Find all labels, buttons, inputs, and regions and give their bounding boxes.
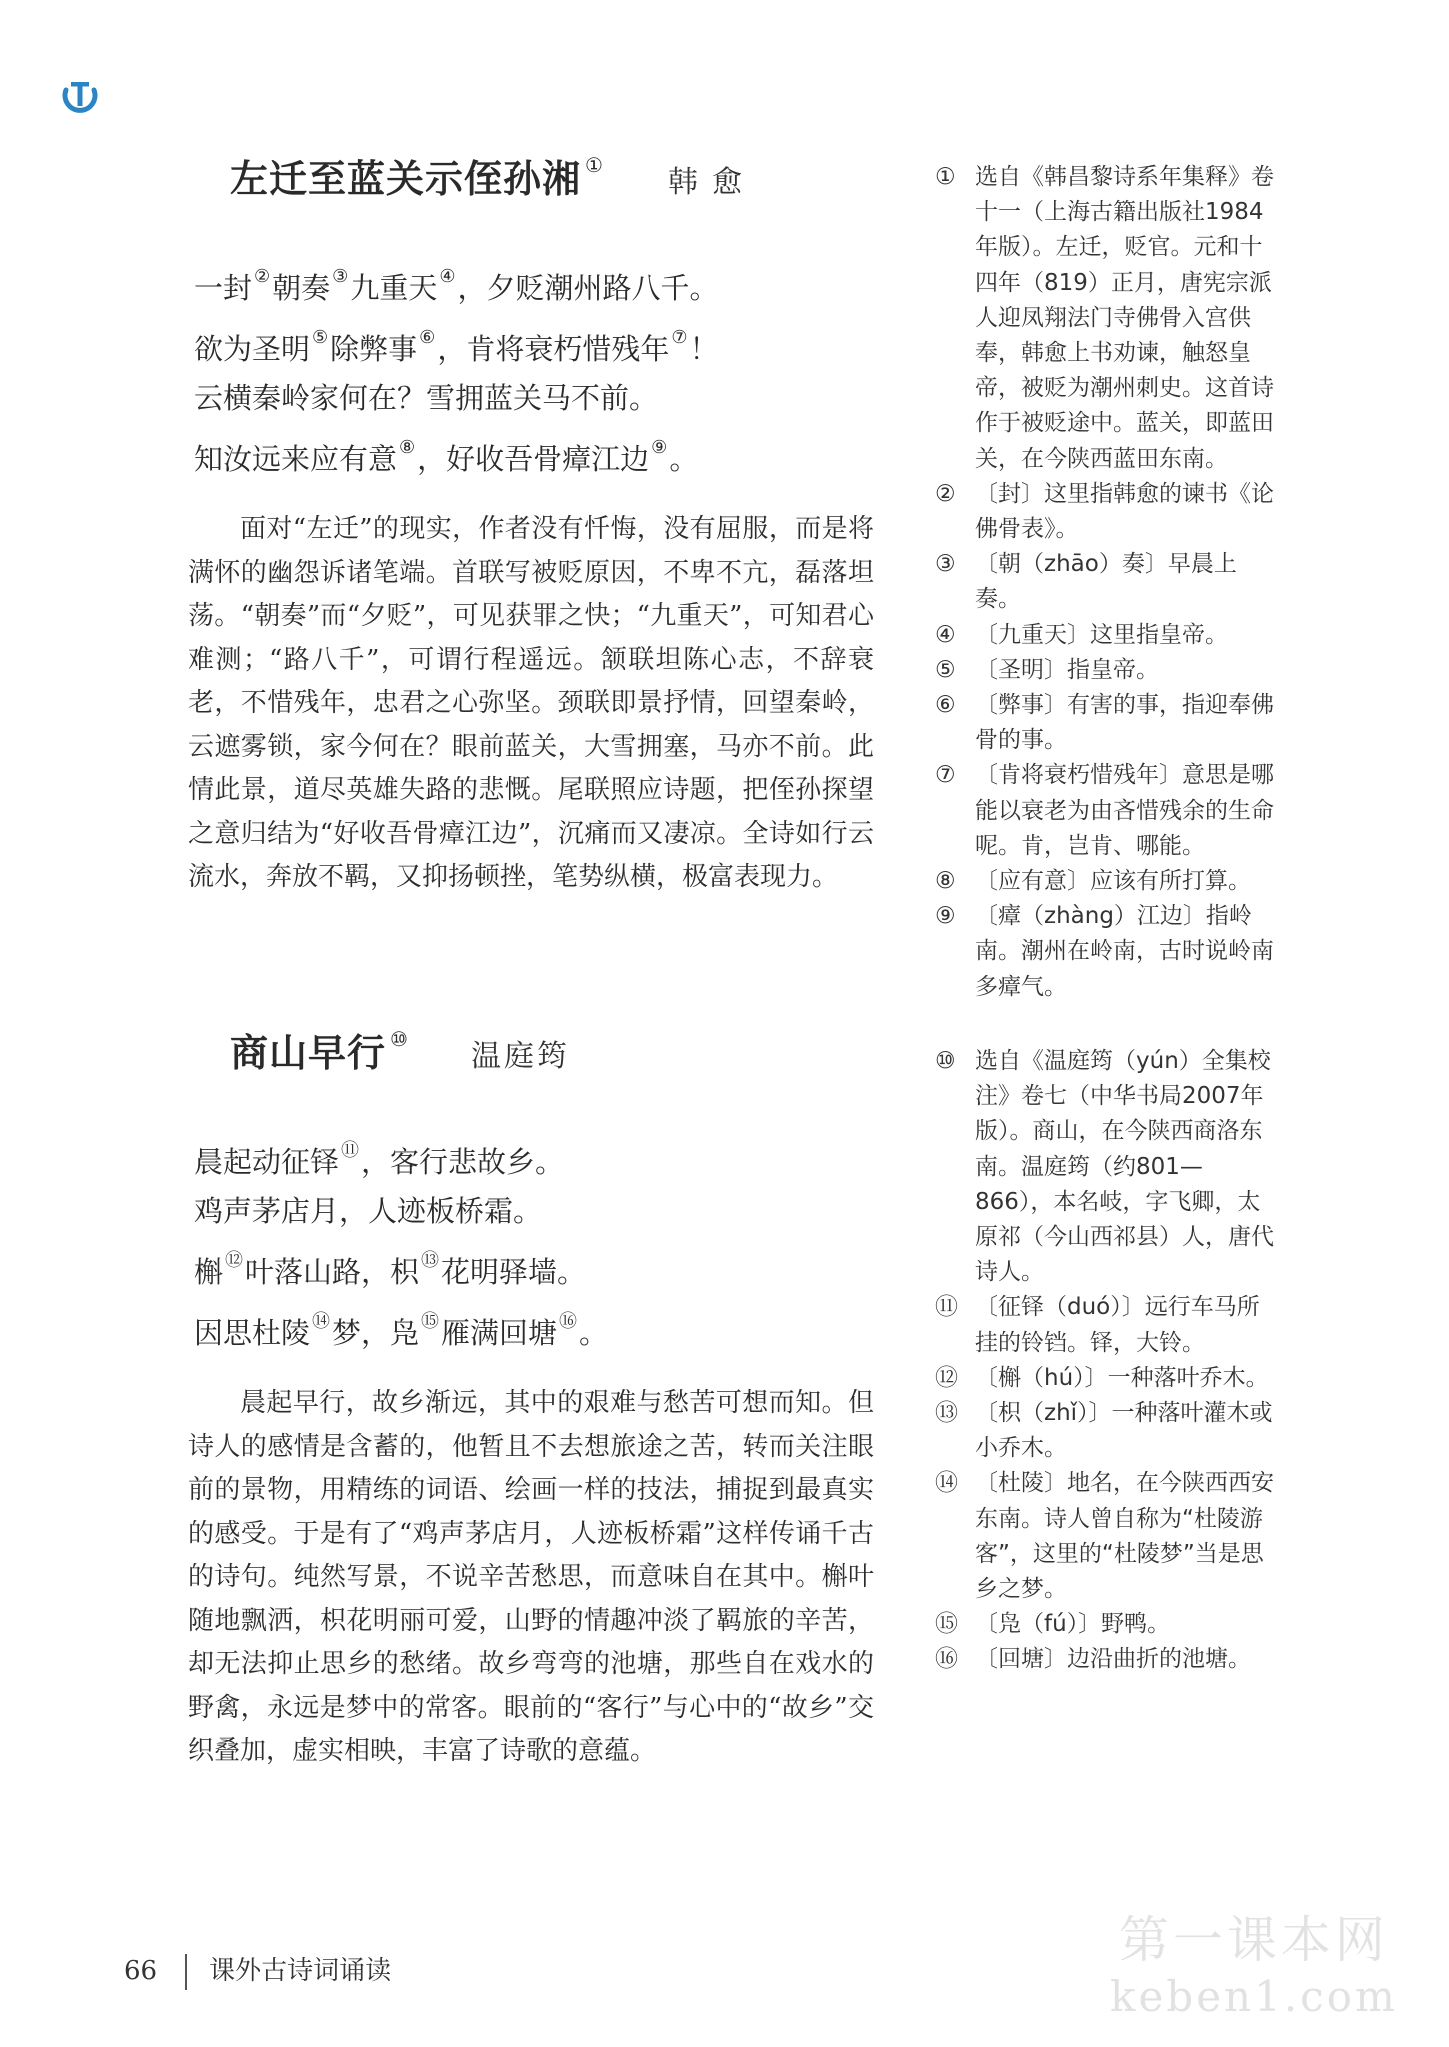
footnote-number: ⑨ xyxy=(935,903,956,930)
poem-text: 九重天 xyxy=(350,271,438,305)
poem-text: ，好收吾骨瘴江边 xyxy=(417,442,650,476)
footnote-marker: ② xyxy=(254,266,271,287)
footnote-number: ⑮ xyxy=(935,1611,958,1638)
footnote-text: 〔弊事〕有害的事，指迎奉佛骨的事。 xyxy=(975,692,1274,754)
poem-text: 梦，凫 xyxy=(332,1316,420,1350)
footnote xyxy=(935,1642,1275,1677)
footnote-text: 〔枳（zhǐ）〕一种落叶灌木或小乔木。 xyxy=(975,1400,1273,1462)
footnote-marker: ⑫ xyxy=(225,1250,244,1271)
poem-line xyxy=(194,252,718,313)
footnote-marker: ⑥ xyxy=(419,327,436,348)
poem2-lines xyxy=(194,1126,608,1358)
footnote-number: ① xyxy=(935,164,956,190)
poem-line xyxy=(194,1187,608,1236)
poem1-title-note: ① xyxy=(585,153,603,177)
footnote-number: ⑭ xyxy=(935,1470,958,1497)
poem2-commentary-text: 晨起早行，故乡渐远，其中的艰难与愁苦可想而知。但诗人的感情是含蓄的，他暂且不去想旅途之苦，转而关注眼前的景物，用精练的词语、绘画一样的技法，捕捉到最真实的感受。于是有了“鸡声茅店月，人迹板桥霜”这样传诵千古的诗句。纯然写景，不说辛苦愁思，而意味自在其中。槲叶随地飘洒，枳花明丽可爱，山野的情趣冲淡了羁旅的辛苦，却无法抑止思乡的愁绪。故乡弯弯的池塘，那些自在戏水的野禽，永远是梦中的常客。眼前的“客行”与心中的“故乡”交织叠加，虚实相映，丰富了诗歌的意蕴。 xyxy=(188,1388,874,1766)
poem-text: ，肯将衰朽惜残年 xyxy=(437,332,670,366)
poem2-title: 商山早行 xyxy=(230,1030,387,1075)
footnote-number: ② xyxy=(935,480,956,507)
footnote xyxy=(935,653,1275,688)
poem-line xyxy=(194,423,718,484)
footnote xyxy=(935,160,1275,477)
footnote-text: 〔凫（fú）〕野鸭。 xyxy=(975,1611,1171,1638)
footnote xyxy=(935,1607,1275,1642)
poem-text: 雁满回塘 xyxy=(441,1316,558,1350)
footnote-text: 〔槲（hú）〕一种落叶乔木。 xyxy=(975,1364,1269,1391)
footnote xyxy=(935,1466,1275,1607)
footnote-marker: ③ xyxy=(332,266,349,287)
footnote-text: 〔朝（zhāo）奏〕早晨上奏。 xyxy=(975,551,1237,613)
poem-text: 知汝远来应有意 xyxy=(194,442,398,476)
poem1-commentary-text: 面对“左迁”的现实，作者没有忏悔，没有屈服，而是将满怀的幽怨诉诸笔端。首联写被贬原因，不卑不亢，磊落坦荡。“朝奏”而“夕贬”，可见获罪之快；“九重天”，可知君心难测；“路八千”，可谓行程遥远。颔联坦陈心志，不辞衰老，不惜残年，忠君之心弥坚。颈联即景抒情，回望秦岭，云遮雾锁，家今何在？眼前蓝关，大雪拥塞，马亦不前。此情此景，道尽英雄失路的悲慨。尾联照应诗题，把侄孙探望之意归结为“好收吾骨瘴江边”，沉痛而又凄凉。全诗如行云流水，奔放不羁，又抑扬顿挫，笔势纵横，极富表现力。 xyxy=(188,514,874,892)
footnote xyxy=(935,1044,1275,1290)
footnote-number: ⑧ xyxy=(935,868,956,895)
poem-text: ，夕贬潮州路八千。 xyxy=(457,271,719,305)
poem-line xyxy=(194,1126,608,1187)
poem1-title: 左迁至蓝关示侄孙湘 xyxy=(230,156,582,201)
poem-text: 欲为圣明 xyxy=(194,332,311,366)
footer-divider xyxy=(185,1954,187,1990)
page-footer xyxy=(124,1950,391,1990)
poem-text: 槲 xyxy=(194,1255,224,1289)
poem-text: 晨起动征铎 xyxy=(194,1145,340,1179)
poem-text: ！ xyxy=(689,332,719,366)
poem-text: ，客行悲故乡。 xyxy=(361,1145,565,1179)
footnote-marker: ⑦ xyxy=(671,327,688,348)
footnote-marker: ⑯ xyxy=(559,1311,578,1332)
footnote-number: ⑥ xyxy=(935,692,956,719)
poem-text: 。 xyxy=(579,1316,609,1350)
poem2-title-row xyxy=(230,1022,570,1077)
footnote-marker: ⑬ xyxy=(421,1250,440,1271)
footnote-marker: ④ xyxy=(439,266,456,287)
poem2-commentary xyxy=(188,1382,874,1774)
footnote-text: 〔应有意〕应该有所打算。 xyxy=(975,868,1251,895)
watermark-line1: 第一课本网 xyxy=(1118,1911,1389,1969)
poem-line xyxy=(194,313,718,374)
footnote-number: ⑬ xyxy=(935,1400,958,1427)
poem-line xyxy=(194,1297,608,1358)
poem-text: 一封 xyxy=(194,271,253,305)
footnote-marker: ⑪ xyxy=(341,1140,360,1161)
footnote-text: 〔封〕这里指韩愈的谏书《论佛骨表》。 xyxy=(975,480,1274,543)
footnote-text: 〔九重天〕这里指皇帝。 xyxy=(975,621,1228,648)
footnote-text: 〔征铎（duó）〕远行车马所挂的铃铛。铎，大铃。 xyxy=(975,1294,1260,1356)
poem1-author: 韩愈 xyxy=(668,165,757,200)
footnote-marker: ⑭ xyxy=(312,1311,331,1332)
footnote-text: 选自《韩昌黎诗系年集释》卷十一（上海古籍出版社1984年版）。左迁，贬官。元和十四年（819）正月，唐宪宗派人迎凤翔法门寺佛骨入宫供奉，韩愈上书劝谏，触怒皇帝，被贬为潮州刺史。这首诗作于被贬途中。蓝关，即蓝田关，在今陕西蓝田东南。 xyxy=(975,164,1274,472)
footnote xyxy=(935,1396,1275,1466)
poem-text: 朝奏 xyxy=(272,271,331,305)
poem-text: 叶落山路，枳 xyxy=(245,1255,420,1289)
footnote xyxy=(935,899,1275,1005)
footnote-marker: ⑨ xyxy=(651,437,668,458)
poem2-author: 温庭筠 xyxy=(471,1039,571,1074)
footnote-text: 〔圣明〕指皇帝。 xyxy=(975,656,1159,683)
footnote-text: 〔杜陵〕地名，在今陕西西安东南。诗人曾自称为“杜陵游客”，这里的“杜陵梦”当是思乡之梦。 xyxy=(975,1470,1274,1603)
footnote-text: 〔回塘〕边沿曲折的池塘。 xyxy=(975,1646,1251,1673)
footnote xyxy=(935,1361,1275,1396)
footnote-number: ⑩ xyxy=(935,1048,956,1074)
poem1-lines xyxy=(194,252,718,484)
footnote xyxy=(935,688,1275,758)
footnote-marker: ⑧ xyxy=(399,437,416,458)
anchor-logo-icon xyxy=(60,78,100,118)
watermark xyxy=(1110,1900,1398,2021)
footnote-text: 〔瘴（zhàng）江边〕指岭南。潮州在岭南，古时说岭南多瘴气。 xyxy=(975,903,1274,1000)
footnote-number: ⑤ xyxy=(935,656,956,683)
footnote xyxy=(935,864,1275,899)
notes-poem1 xyxy=(935,160,1275,1005)
poem-line xyxy=(194,1236,608,1297)
footnote-marker: ⑮ xyxy=(421,1311,440,1332)
poem-text: 云横秦岭家何在？雪拥蓝关马不前。 xyxy=(194,381,659,415)
footnote xyxy=(935,547,1275,617)
poem-text: 。 xyxy=(669,442,699,476)
footnote-number: ⑯ xyxy=(935,1646,958,1673)
footnote xyxy=(935,477,1275,547)
footnote-text: 选自《温庭筠（yún）全集校注》卷七（中华书局2007年版）。商山，在今陕西商洛东南。温庭筠（约801—866），本名岐，字飞卿，太原祁（今山西祁县）人，唐代诗人。 xyxy=(975,1048,1274,1286)
page-number: 66 xyxy=(124,1956,158,1986)
watermark-line2: keben1.com xyxy=(1110,1972,1398,2021)
footnote xyxy=(935,618,1275,653)
poem-text: 花明驿墙。 xyxy=(441,1255,587,1289)
footnote-marker: ⑤ xyxy=(312,327,329,348)
footnote xyxy=(935,758,1275,864)
poem2-title-note: ⑩ xyxy=(390,1027,408,1051)
poem-text: 鸡声茅店月，人迹板桥霜。 xyxy=(194,1194,543,1228)
footnote-text: 〔肯将衰朽惜残年〕意思是哪能以衰老为由吝惜残余的生命呢。肯，岂肯、哪能。 xyxy=(975,762,1274,859)
footnote-number: ④ xyxy=(935,621,956,648)
footnote-number: ⑪ xyxy=(935,1294,958,1321)
footnote-number: ③ xyxy=(935,551,956,578)
footnote xyxy=(935,1290,1275,1360)
poem-text: 因思杜陵 xyxy=(194,1316,311,1350)
footnote-number: ⑦ xyxy=(935,762,956,789)
poem1-commentary xyxy=(188,508,874,900)
notes-poem2 xyxy=(935,1044,1275,1678)
footnote-number: ⑫ xyxy=(935,1364,958,1391)
poem-text: 除弊事 xyxy=(330,332,418,366)
poem1-title-row xyxy=(230,148,756,203)
book-title: 课外古诗词诵读 xyxy=(209,1956,392,1986)
poem-line xyxy=(194,374,718,423)
